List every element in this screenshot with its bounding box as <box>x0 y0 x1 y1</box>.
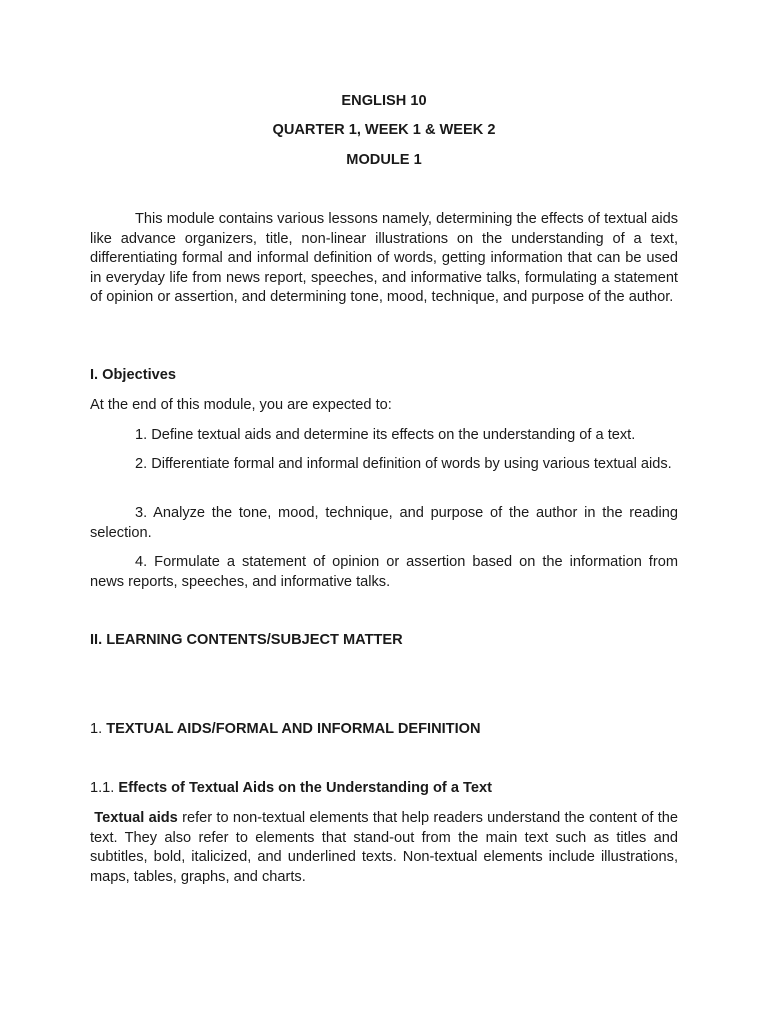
objectives-heading: I. Objectives <box>90 367 176 383</box>
section-1-heading <box>90 721 678 737</box>
objective-item-2: 2. Differentiate formal and informal definition of words by using various textual aids. <box>135 456 672 472</box>
course-title: ENGLISH 10 <box>341 93 427 109</box>
intro-paragraph: This module contains various lessons namely, determining the effects of textual aids like advance organizers, title, non-linear illustrations on the understanding of a text, differentiating formal and informal definition of words, getting information that can be used in everyday life from news report, speeches, and informative talks, formulating a statement of opinion or assertion, and determining tone, mood, technique, and purpose of the author. <box>90 211 678 305</box>
textual-aids-term: Textual aids <box>94 810 178 826</box>
textual-aids-body: refer to non-textual elements that help readers understand the content of the text. They also refer to elements that stand-out from the main text such as titles and subtitles, bold, italicized, and underlined texts. Non-textual elements include illustrations, maps, tables, graphs, and charts. <box>90 810 678 885</box>
objectives-lead: At the end of this module, you are expected to: <box>90 397 392 413</box>
learning-contents-heading: II. LEARNING CONTENTS/SUBJECT MATTER <box>90 632 403 648</box>
section-1-1-heading <box>90 780 678 796</box>
objective-item-4: 4. Formulate a statement of opinion or assertion based on the information from news reports, speeches, and informative talks. <box>90 554 678 590</box>
objective-item-1: 1. Define textual aids and determine its effects on the understanding of a text. <box>135 427 636 443</box>
section-1-number: 1. <box>90 721 103 737</box>
quarter-title: QUARTER 1, WEEK 1 & WEEK 2 <box>272 122 496 138</box>
module-title: MODULE 1 <box>346 152 422 168</box>
textual-aids-paragraph <box>90 809 678 887</box>
section-1-title: TEXTUAL AIDS/FORMAL AND INFORMAL DEFINITION <box>106 721 481 737</box>
section-1-1-number: 1.1. <box>90 780 115 796</box>
objective-item-3: 3. Analyze the tone, mood, technique, and purpose of the author in the reading selection. <box>90 505 678 541</box>
section-1-1-title: Effects of Textual Aids on the Understanding of a Text <box>118 780 492 796</box>
